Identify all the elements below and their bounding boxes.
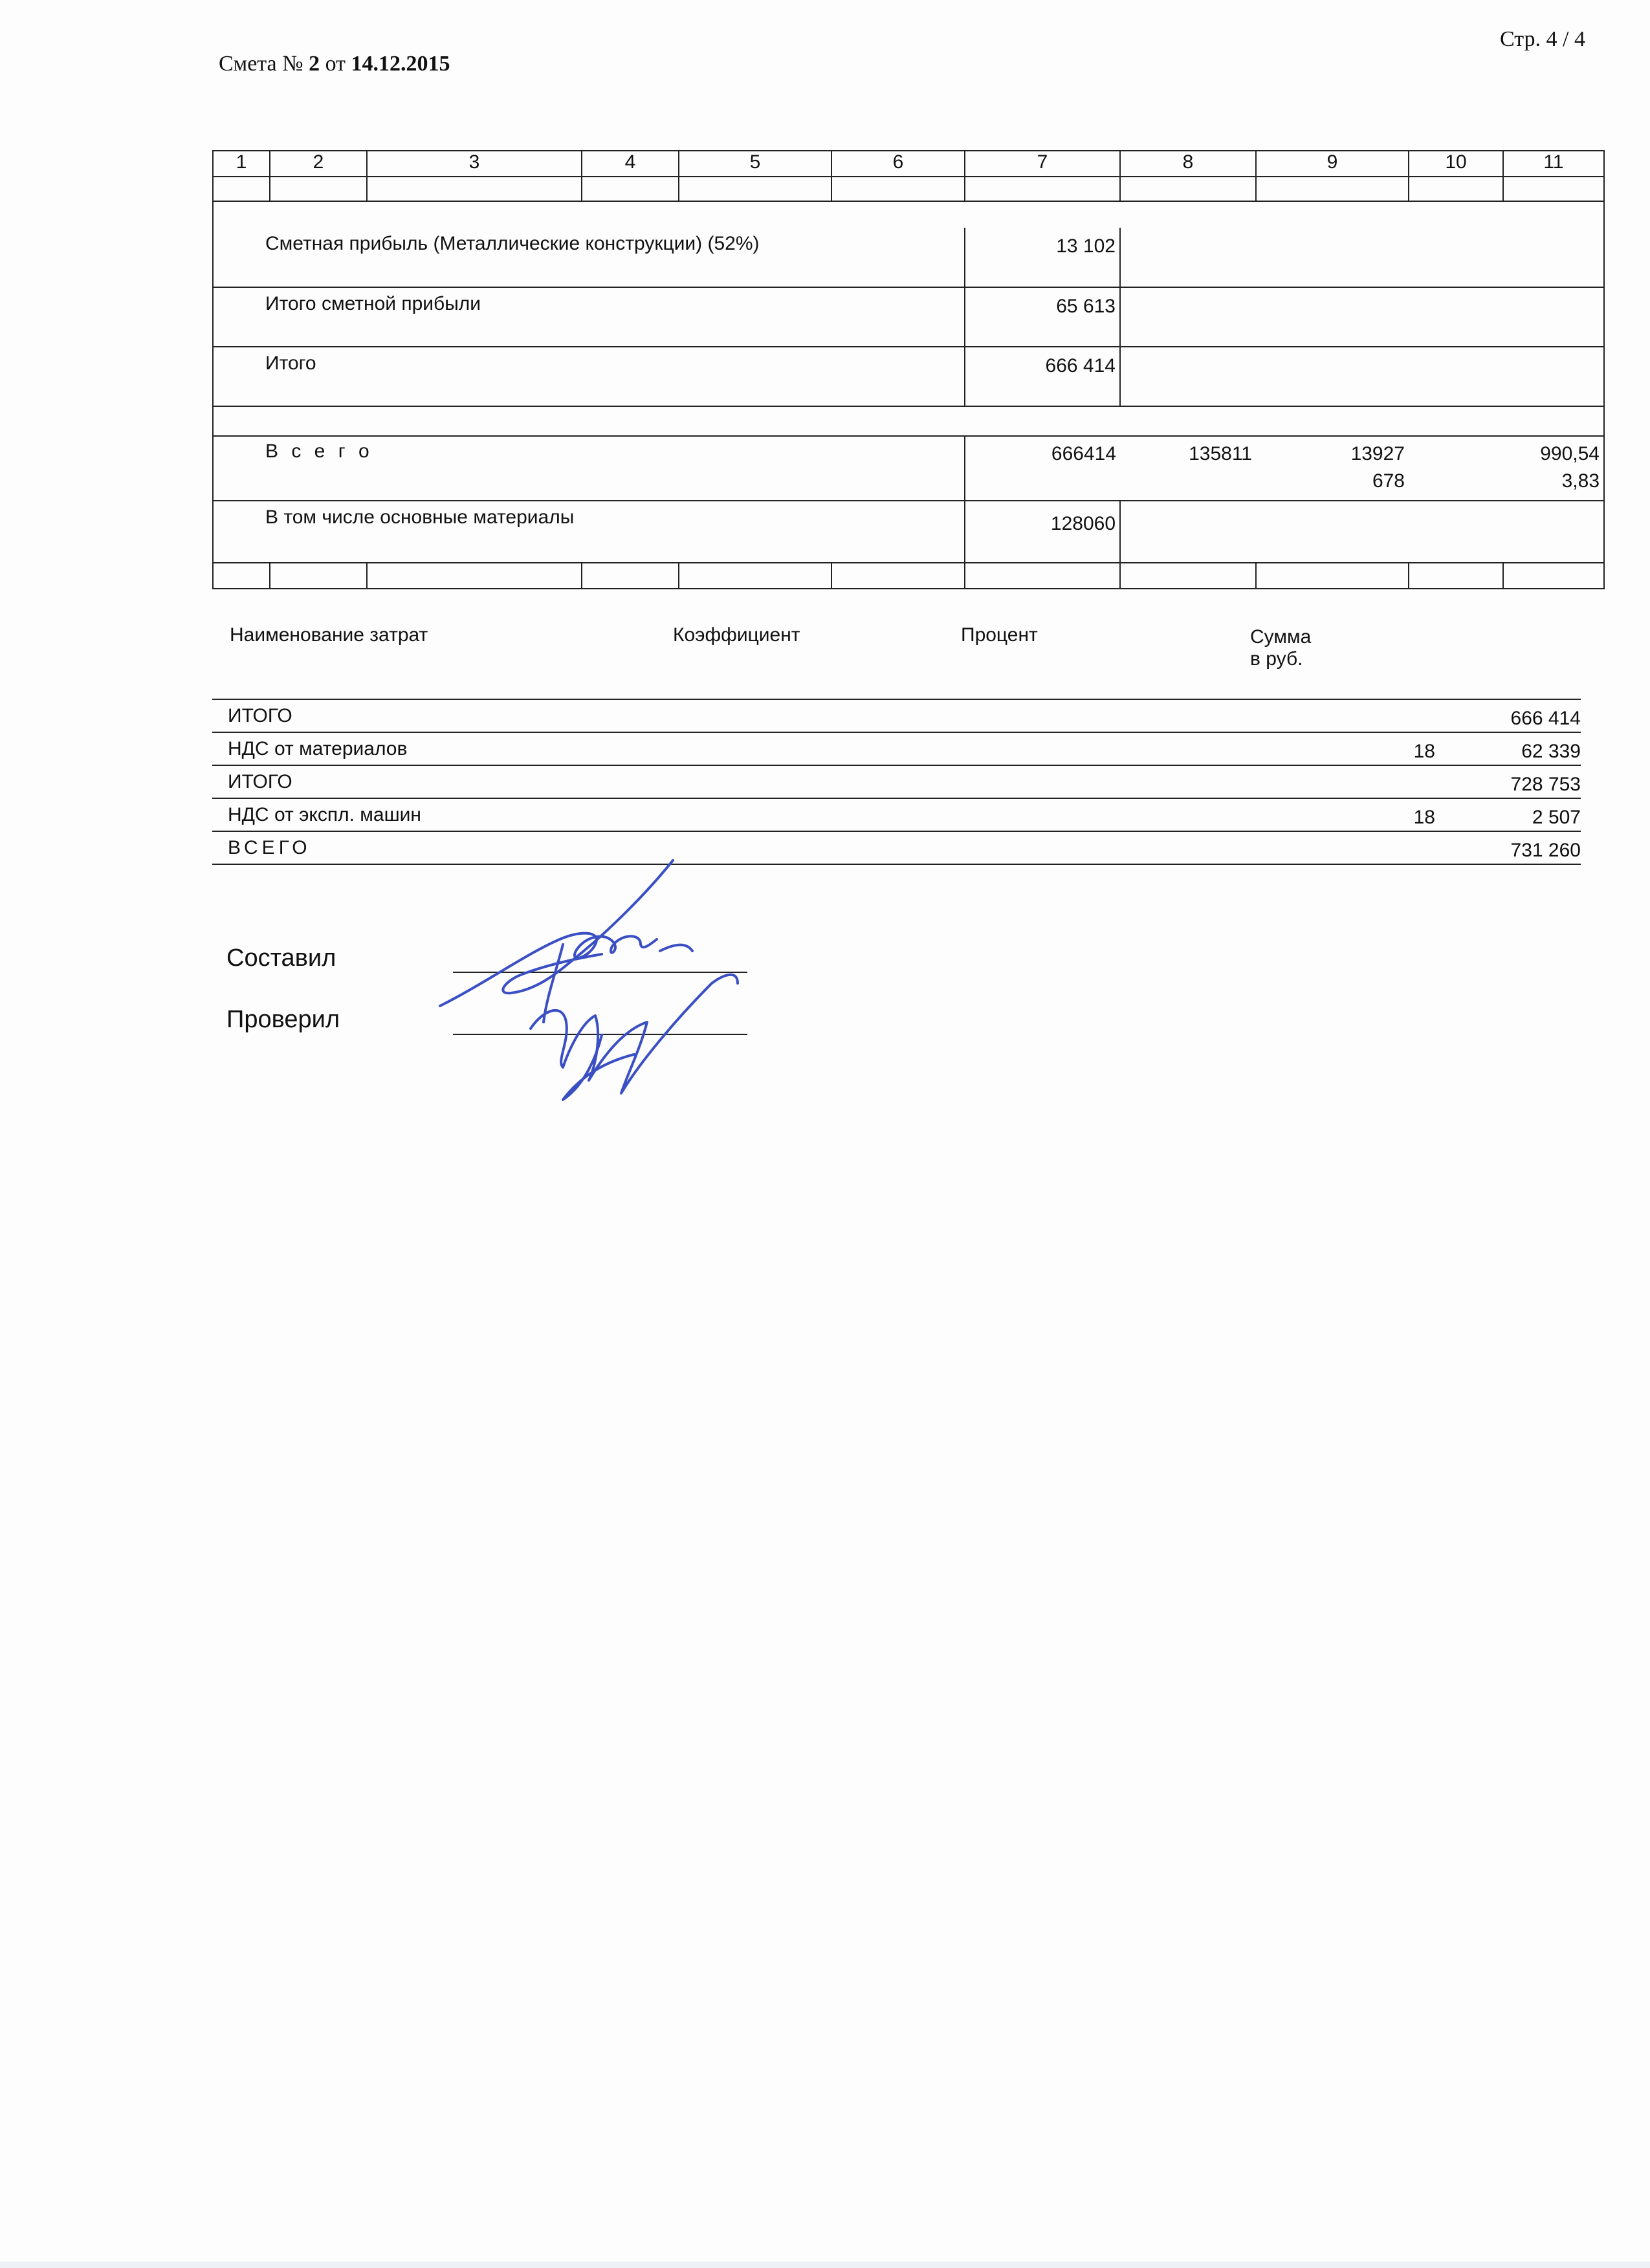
column-number: 5 (679, 151, 831, 177)
column-number: 7 (965, 151, 1120, 177)
column-number: 11 (1503, 151, 1604, 177)
estimate-table (212, 150, 1605, 589)
column-number: 4 (582, 151, 679, 177)
table-row-profit-metal: Сметная прибыль (Металлические конструкции) (52%) 13 102 (213, 228, 1604, 287)
column-number: 8 (1120, 151, 1256, 177)
summary-row: ИТОГО 666 414 (212, 699, 1581, 732)
handwritten-signature (434, 854, 770, 1126)
table-row-vsego: В с е г о 666414 135811 13927 678 990,54 3,83 (213, 436, 1604, 501)
summary-header-name: Наименование затрат (230, 624, 428, 646)
column-number: 2 (270, 151, 367, 177)
blank-row (213, 177, 1604, 201)
estimate-date: 14.12.2015 (351, 52, 450, 76)
column-number: 6 (831, 151, 965, 177)
table-row-itogo: Итого 666 414 (213, 347, 1604, 406)
column-number: 10 (1409, 151, 1503, 177)
spacer-row (213, 406, 1604, 436)
blank-row (213, 563, 1604, 589)
summary-row: НДС от экспл. машин 18 2 507 (212, 798, 1581, 831)
page-number: Стр. 4 / 4 (1500, 27, 1585, 51)
estimate-number: 2 (309, 52, 320, 76)
summary-row: ИТОГО 728 753 (212, 765, 1581, 798)
column-number: 3 (367, 151, 582, 177)
column-number: 1 (213, 151, 270, 177)
summary-table (212, 699, 1581, 865)
table-row-materials: В том числе основные материалы 128060 (213, 501, 1604, 563)
summary-row: НДС от материалов 18 62 339 (212, 732, 1581, 765)
compiled-by-label: Составил (226, 944, 336, 972)
summary-header-coef: Коэффициент (673, 624, 800, 646)
column-number: 9 (1256, 151, 1409, 177)
column-number-row (213, 151, 1604, 177)
estimate-title: Смета № 2 от 14.12.2015 (219, 52, 450, 76)
table-row-profit-total: Итого сметной прибыли 65 613 (213, 287, 1604, 347)
summary-row: ВСЕГО 731 260 (212, 831, 1581, 865)
spacer-row (213, 201, 1604, 228)
summary-header-percent: Процент (961, 624, 1038, 646)
checked-by-label: Проверил (226, 1006, 340, 1033)
summary-header-sum: Сумма в руб. (1250, 626, 1312, 670)
scan-edge (0, 2262, 1650, 2268)
